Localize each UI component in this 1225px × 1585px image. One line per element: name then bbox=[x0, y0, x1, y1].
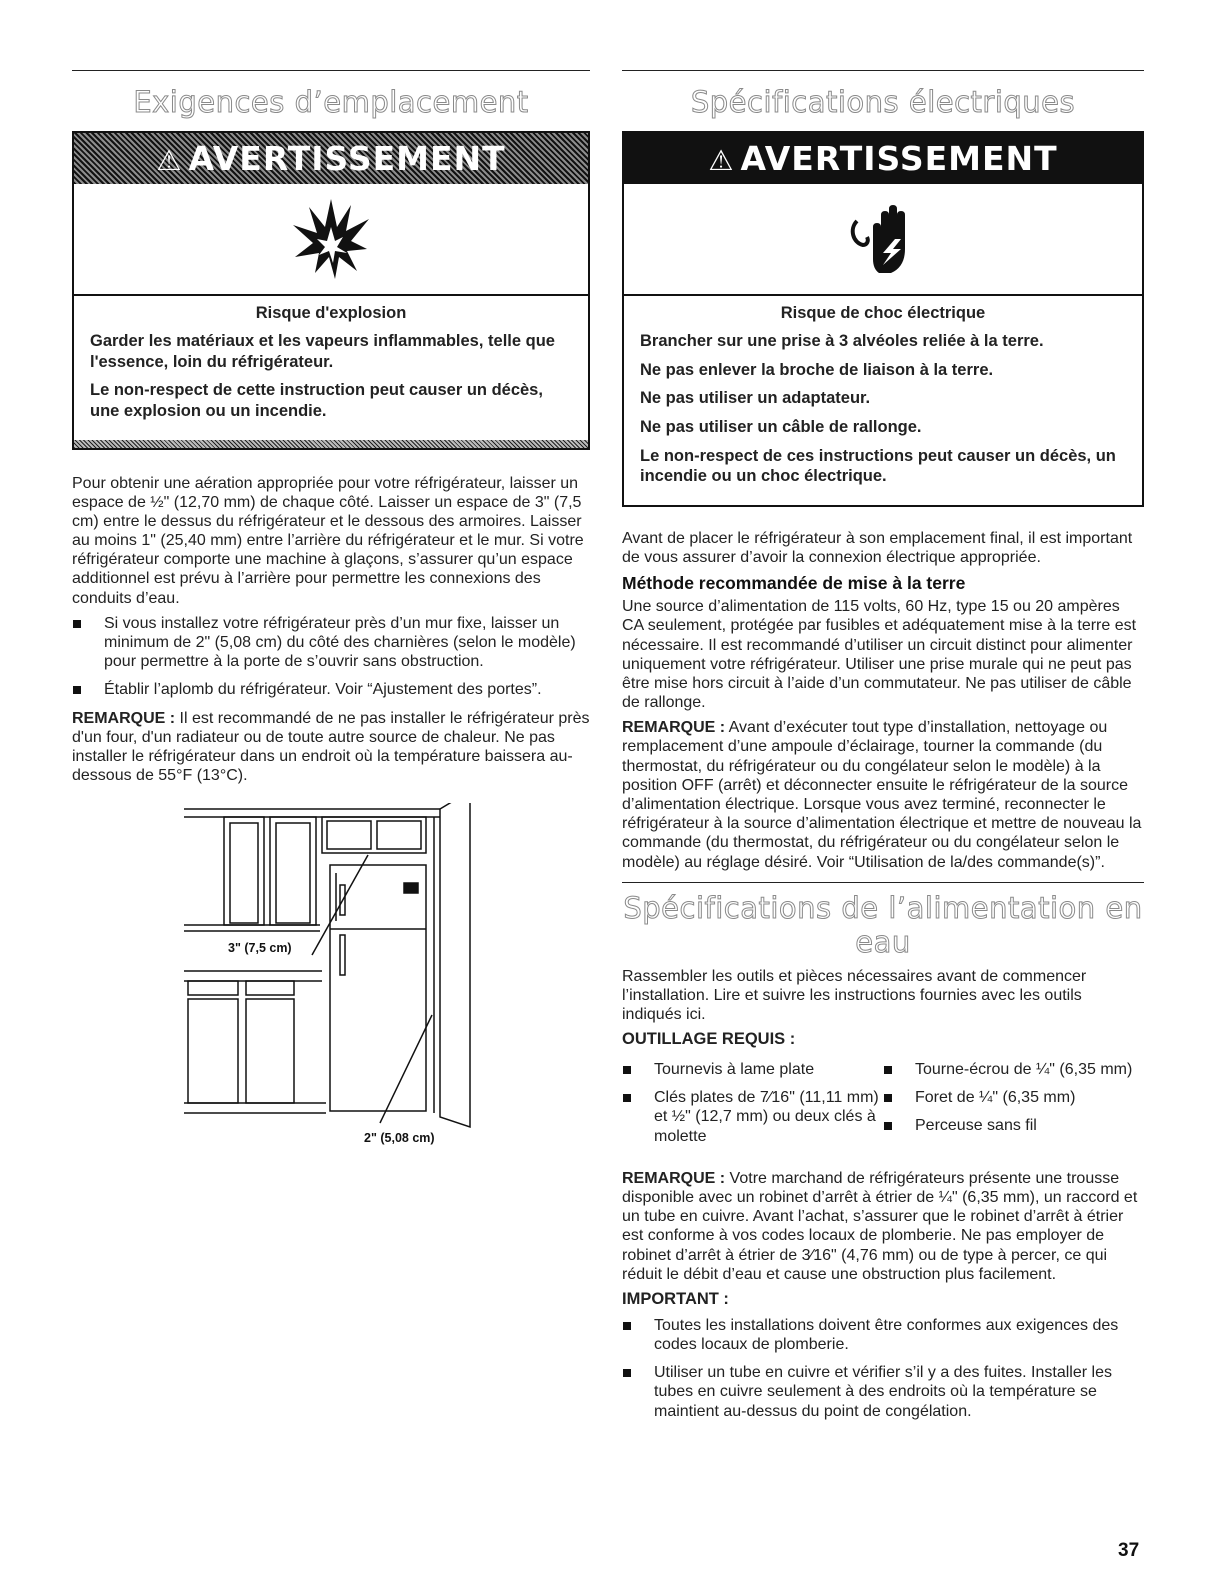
warning-text bbox=[624, 296, 1142, 505]
warning-line: Brancher sur une prise à 3 alvéoles reliée à la terre. bbox=[640, 332, 1044, 350]
section-title-location: Exigences d’emplacement bbox=[133, 85, 529, 119]
section-rule bbox=[622, 70, 1144, 71]
figure-label-top: 3" (7,5 cm) bbox=[228, 941, 292, 956]
remark-paragraph bbox=[622, 718, 1144, 872]
explosion-icon bbox=[291, 197, 371, 282]
page-number: 37 bbox=[1118, 1540, 1140, 1561]
warning-heading: Risque de choc électrique bbox=[780, 304, 986, 322]
tools-heading: OUTILLAGE REQUIS : bbox=[622, 1030, 796, 1049]
remark-paragraph bbox=[72, 709, 590, 786]
figure-label-bottom: 2" (5,08 cm) bbox=[364, 1131, 435, 1146]
warning-line: Ne pas utiliser un adaptateur. bbox=[640, 389, 871, 408]
remark-text: Votre marchand de réfrigérateurs présente une trousse disponible avec un robinet d’arrêt à étrier de ¼" (6,35 mm), un raccord et un tube en cuivre. Avant l’achat, s’assurer que le robinet d’arrêt à étrier est conforme à vos codes locaux de plomberie. Ne pas employer de robinet d’arrêt à étrier de 3⁄16" (4,76 mm) ou de type à percer, ce qui réduit le débit d’eau et cause une obstruction plus facilement. bbox=[622, 1169, 1138, 1283]
section-title-water: Spécifications de l’alimentation en eau bbox=[623, 890, 1143, 959]
left-column bbox=[72, 70, 590, 1153]
water-body bbox=[622, 967, 1144, 1421]
warning-banner: ⚠ AVERTISSEMENT bbox=[624, 133, 1142, 184]
warning-box-shock bbox=[622, 131, 1144, 507]
remark-text: Il est recommandé de ne pas installer le réfrigérateur près d'un four, d'un radiateur ou de toute autre source de chaleur. Ne pas installer le réfrigérateur dans un endroit où la température baissera au-dessous de 55°F (13°C). bbox=[72, 709, 590, 785]
remark-paragraph bbox=[622, 1169, 1144, 1284]
warning-triangle-icon: ⚠ bbox=[708, 144, 735, 177]
list-item: Si vous installez votre réfrigérateur près d’un mur fixe, laisser un minimum de 2" (5,08 cm) du côté des charnières (selon le modèle) pour permettre à la porte de s’ouvrir sans obstruction. bbox=[72, 614, 590, 672]
paragraph: Rassembler les outils et pièces nécessaires avant de commencer l’installation. Lire et suivre les instructions fournies avec les outils indiqués ici. bbox=[622, 967, 1087, 1024]
list-item: Tournevis à lame plate bbox=[622, 1060, 883, 1079]
warning-heading: Risque d'explosion bbox=[255, 304, 407, 322]
electric-shock-icon bbox=[843, 199, 923, 279]
warning-line: Ne pas utiliser un câble de rallonge. bbox=[640, 417, 922, 436]
warning-line: Garder les matériaux et les vapeurs inflammables, telle que l'essence, loin du réfrigérateur. bbox=[90, 332, 555, 371]
electrical-body bbox=[622, 529, 1144, 872]
warning-triangle-icon: ⚠ bbox=[156, 144, 183, 177]
right-column bbox=[622, 70, 1144, 1430]
list-item: Perceuse sans fil bbox=[883, 1116, 1144, 1135]
list-item: Toutes les installations doivent être conformes aux exigences des codes locaux de plomberie. bbox=[622, 1316, 1144, 1354]
warning-text bbox=[74, 296, 588, 448]
paragraph: Pour obtenir une aération appropriée pour votre réfrigérateur, laisser un espace de ½" (12,70 mm) de chaque côté. Laisser un espace de 3" (7,5 cm) entre le dessus du réfrigérateur et le dessous des armoires. Laisser au moins 1" (25,40 mm) entre l’arrière du réfrigérateur et le mur. Si votre réfrigérateur comporte une machine à glaçons, s’assurer qu’un espace additionnel est prévu à l’arrière pour permettre les connexions des conduits d’eau. bbox=[72, 474, 584, 607]
remark-label: REMARQUE : bbox=[622, 719, 726, 737]
list-item: Utiliser un tube en cuivre et vérifier s’il y a des fuites. Installer les tubes en cuivre seulement à des endroits où la température se maintient au-dessus du point de congélation. bbox=[622, 1363, 1144, 1421]
warning-banner: ⚠ AVERTISSEMENT bbox=[74, 133, 588, 184]
refrigerator-diagram-icon bbox=[184, 803, 514, 1133]
warning-icon-area bbox=[624, 184, 1142, 296]
warning-box-explosion bbox=[72, 131, 590, 450]
list-item: Établir l’aplomb du réfrigérateur. Voir “Ajustement des portes”. bbox=[72, 680, 590, 699]
warning-icon-area bbox=[74, 184, 588, 296]
important-heading: IMPORTANT : bbox=[622, 1289, 729, 1308]
section-rule bbox=[72, 70, 590, 71]
section-title-electrical: Spécifications électriques bbox=[690, 85, 1076, 119]
warning-line: Ne pas enlever la broche de liaison à la terre. bbox=[640, 360, 994, 379]
remark-text: Avant d’exécuter tout type d’installation, nettoyage ou remplacement d’une ampoule d’éclairage, tourner la commande (du thermostat, du réfrigérateur ou du congélateur selon le modèle) à la position OFF (arrêt) et déconnecter ensuite le réfrigérateur de la source d’alimentation électrique. Lorsque vous avez terminé, reconnecter le réfrigérateur à la source d’alimentation électrique et mettre de nouveau la commande (du thermostat, du réfrigérateur ou du congélateur selon le modèle) au réglage désiré. Voir “Utilisation de la/des commande(s)”. bbox=[622, 719, 1142, 871]
list-item: Foret de ¼" (6,35 mm) bbox=[883, 1088, 1144, 1107]
section-rule bbox=[622, 882, 1144, 883]
remark-label: REMARQUE : bbox=[622, 1169, 726, 1187]
paragraph: Une source d’alimentation de 115 volts, 60 Hz, type 15 ou 20 ampères CA seulement, protégée par fusibles et adéquatement mise à la terre est nécessaire. Il est recommandé d’utiliser un circuit distinct pour alimenter uniquement votre réfrigérateur. Utiliser une prise murale qui ne peut pas être mise hors circuit à l’aide d’un commutateur. Ne pas utiliser de câble de rallonge. bbox=[622, 598, 1137, 712]
location-body bbox=[72, 474, 590, 786]
refrigerator-clearance-diagram bbox=[184, 803, 514, 1153]
warning-line: Le non-respect de cette instruction peut causer un décès, une explosion ou un incendie. bbox=[90, 381, 543, 420]
tools-list bbox=[622, 1056, 1144, 1161]
paragraph: Avant de placer le réfrigérateur à son emplacement final, il est important de vous assurer d’avoir la connexion électrique appropriée. bbox=[622, 529, 1133, 566]
list-item: Clés plates de 7⁄16" (11,11 mm) et ½" (12,7 mm) ou deux clés à molette bbox=[622, 1088, 883, 1146]
remark-label: REMARQUE : bbox=[72, 709, 176, 727]
subheading-grounding: Méthode recommandée de mise à la terre bbox=[622, 573, 966, 594]
warning-line: Le non-respect de ces instructions peut causer un décès, un incendie ou un choc électrique. bbox=[640, 446, 1116, 486]
list-item: Tourne-écrou de ¼" (6,35 mm) bbox=[883, 1060, 1144, 1079]
